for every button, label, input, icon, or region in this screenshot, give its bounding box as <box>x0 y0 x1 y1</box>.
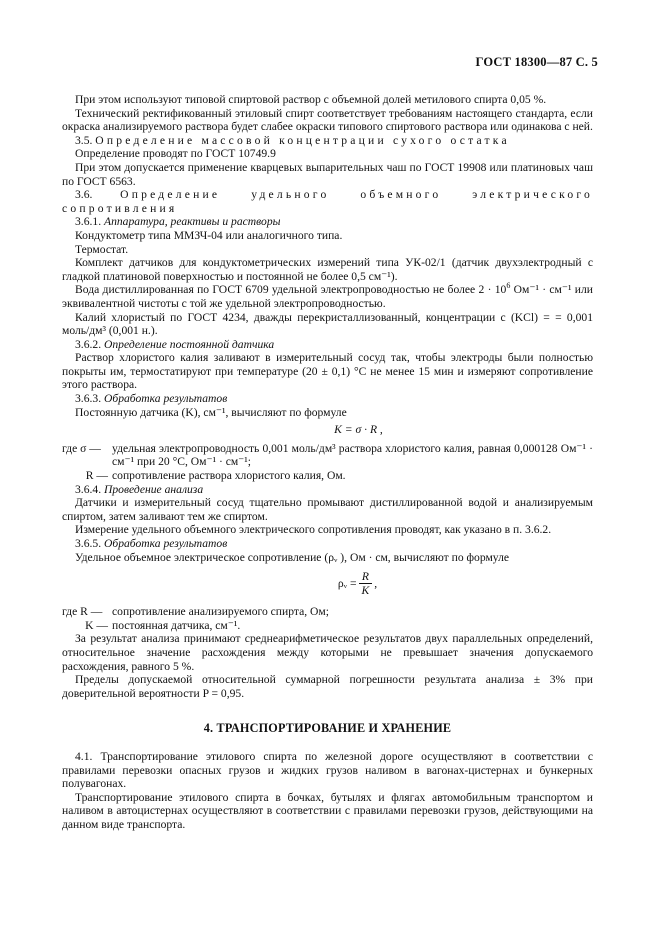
paragraph: Постоянную датчика (K), см⁻¹, вычисляют по формуле <box>75 405 347 419</box>
section-title: Определение удельного объемного электрического сопротивления <box>62 188 593 215</box>
section-title: Обработка результатов <box>104 392 228 406</box>
paragraph: За результат анализа принимают среднеарифметическое результатов двух параллельных определений, относительное значение расхождения между которыми не превышает значения допускаемого расхождения, равного 5 %. <box>62 632 593 673</box>
definition-label: где σ — <box>62 441 101 455</box>
section-title: Аппаратура, реактивы и растворы <box>104 215 281 229</box>
section-number: 3.6.1. <box>75 215 102 229</box>
formula-rho <box>122 570 593 597</box>
definition-row <box>62 469 593 483</box>
formula-k: K = σ · R , <box>334 423 383 437</box>
subsection-heading-3-6-3 <box>62 392 593 406</box>
superscript: 6 <box>506 281 511 291</box>
definition-text: сопротивление анализируемого спирта, Ом; <box>112 605 329 619</box>
section-4-heading: 4. ТРАНСПОРТИРОВАНИЕ И ХРАНЕНИЕ <box>203 721 452 736</box>
subsection-heading-3-6-4 <box>62 483 593 497</box>
section-title: Проведение анализа <box>104 482 204 496</box>
definition-label: K — <box>85 618 108 632</box>
definition-label: R — <box>85 469 108 483</box>
definition-text: сопротивление раствора хлористого калия, Ом. <box>112 469 346 483</box>
text-part: Вода дистиллированная по ГОСТ 6709 удельной электропроводностью не более 2 · 10 <box>75 283 507 297</box>
definition-text: постоянная датчика, см⁻¹. <box>112 618 241 632</box>
subsection-heading-3-6-2 <box>62 338 593 352</box>
definition-row <box>62 442 593 469</box>
document-body <box>62 93 593 832</box>
paragraph: Транспортирование этилового спирта в бочках, бутылях и флягах автомобильным транспортом и наливом в автоцистернах осуществляют в соответствии с правилами перевозки грузов, действующими на данном виде транспорта. <box>62 790 593 831</box>
section-number: 3.6.2. <box>75 337 102 351</box>
paragraph: При этом допускается применение кварцевых выпарительных чаш по ГОСТ 19908 или платиновых чаш по ГОСТ 6563. <box>62 160 593 188</box>
subsection-heading-3-6-5 <box>62 537 593 551</box>
paragraph: Технический ректификованный этиловый спирт соответствует требованиям настоящего стандарта, если окраска анализируемого раствора будет слабее окраски типового спиртового раствора или одинакова с ней. <box>62 106 593 134</box>
fraction <box>359 570 373 597</box>
paragraph: Кондуктометр типа ММЗЧ-04 или аналогичного типа. <box>75 228 343 242</box>
page-header: ГОСТ 18300—87 С. 5 <box>475 55 598 69</box>
fraction-numerator: R <box>359 570 372 584</box>
paragraph: Пределы допускаемой относительной суммарной погрешности результата анализа ± 3% при доверительной вероятности P = 0,95. <box>62 673 593 700</box>
section-heading-3-5 <box>62 134 593 148</box>
section-title: Обработка результатов <box>104 537 228 550</box>
section-title: Определение постоянной датчика <box>104 337 275 351</box>
definition-row <box>62 619 593 633</box>
section-number: 3.6.4. <box>75 482 102 496</box>
paragraph <box>62 283 593 310</box>
paragraph: Комплект датчиков для кондуктометрических измерений типа УК-02/1 (датчик двухэлектродный с гладкой платиновой поверхностью и постоянной не более 0,5 см⁻¹). <box>62 256 593 283</box>
paragraph: Калий хлористый по ГОСТ 4234, дважды перекристаллизованный, концентрации c (KCl) = = 0,001 моль/дм³ (0,001 н.). <box>62 310 593 338</box>
section-number: 3.6.3. <box>75 392 102 406</box>
formula-tail: , <box>374 576 378 590</box>
section-number: 3.5. <box>75 133 93 147</box>
paragraph: Измерение удельного объемного электрического сопротивления проводят, как указано в п. 3.6.2. <box>75 523 552 537</box>
text-part: Ом⁻¹ · см⁻¹ или эквивалентной чистоты с той же удельной электропроводностью. <box>62 283 593 310</box>
paragraph: Термостат. <box>75 242 129 256</box>
definition-row <box>62 605 593 619</box>
paragraph: При этом используют типовой спиртовой раствор с объемной долей метилового спирта 0,05 %. <box>75 93 547 106</box>
section-number: 3.6.5. <box>75 537 102 550</box>
paragraph: 4.1. Транспортирование этилового спирта по железной дороге осуществляют в соответствии с правилами перевозки опасных грузов и жидких грузов наливом в вагонах-цистернах и бункерных полувагонах. <box>62 749 593 791</box>
definition-text: удельная электропроводность 0,001 моль/дм³ раствора хлористого калия, равная 0,000128 Ом⁻¹ · см⁻¹ при 20 °С, Ом⁻¹ · см⁻¹; <box>112 441 593 469</box>
paragraph: Удельное объемное электрическое сопротивление (ρᵥ ), Ом · см, вычисляют по формуле <box>75 550 510 564</box>
section-heading-3-6 <box>62 188 593 215</box>
subsection-heading-3-6-1 <box>62 215 593 229</box>
fraction-denominator: K <box>361 584 370 598</box>
definition-label: где R — <box>62 605 103 619</box>
paragraph: Раствор хлористого калия заливают в измерительный сосуд так, чтобы электроды были полностью покрыты им, термостатируют при температуре (20 ± 0,1) °С не менее 15 мин и измеряют сопротивление этого раствора. <box>62 351 593 392</box>
paragraph: Датчики и измерительный сосуд тщательно промывают дистиллированной водой и анализируемым спиртом, затем заливают тем же спиртом. <box>62 496 593 523</box>
paragraph: Определение проводят по ГОСТ 10749.9 <box>75 147 276 161</box>
section-number: 3.6. <box>75 188 93 202</box>
formula-lhs: ρᵥ = <box>337 576 357 590</box>
section-title: Определение массовой концентрации сухого остатка <box>95 133 510 147</box>
